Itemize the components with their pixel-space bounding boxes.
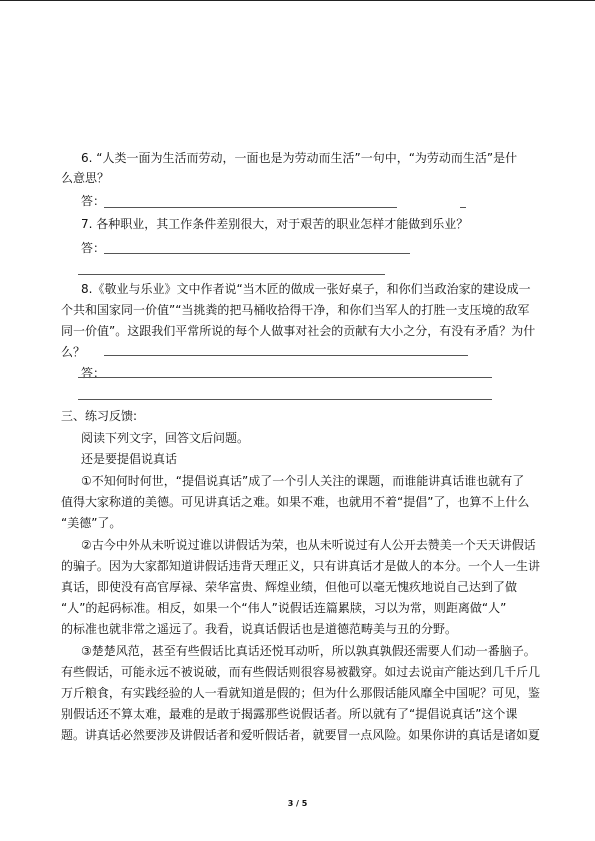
question-8-answer-label: 答： [81, 366, 106, 380]
section-3-heading: 三、练习反馈: [61, 409, 138, 423]
passage-title: 还是要提倡说真话 [81, 452, 178, 466]
answer-blank-q7-line-2[interactable] [78, 274, 385, 275]
passage-p2-line-5: 的标准也就非常之遥远了。我看，说真话假话也是道德范畴美与丑的分野。 [61, 622, 458, 636]
answer-blank-q8-line-3[interactable] [78, 399, 492, 400]
question-8-line-3: 同一价值”。这跟我们平常所说的每个人做事对社会的贡献有大小之分，有没有矛盾？为什 [61, 324, 536, 338]
passage-p3-line-1: ③楚楚风范，甚至有些假话比真话还悦耳动听，所以孰真孰假还需要人们动一番脑子。 [81, 644, 536, 658]
question-8-line-4: 么？ [61, 345, 86, 359]
passage-p3-line-3: 万斤粮食，有实践经验的人一看就知道是假的；但为什么那假话能风靡全中国呢？可见，鉴 [61, 686, 541, 700]
passage-p1-line-1: ①不知何时何世，“提倡说真话”成了一个引人关注的课题，而谁能讲真话谁也就有了 [81, 474, 525, 488]
section-3-instruction: 阅读下列文字，回答文后问题。 [81, 431, 250, 445]
answer-blank-q6-tail [460, 207, 466, 208]
answer-blank-q8-line-1[interactable] [104, 355, 468, 356]
passage-p3-line-2: 有些假话，可能永远不被说破，而有些假话则很容易被戳穿。如过去说亩产能达到几千斤几 [61, 665, 541, 679]
passage-p1-line-2: 值得大家称道的美德。可见讲真话之难。如果不难，也就用不着“提倡”了，也算不上什么 [61, 495, 530, 509]
passage-p1-line-3: “美德”了。 [61, 516, 122, 530]
question-7-answer-label: 答： [81, 241, 106, 255]
passage-p2-line-2: 的骗子。因为大家都知道讲假话违背天理正义，只有讲真话才是做人的本分。一个人一生讲 [61, 559, 541, 573]
page-number: 3 / 5 [287, 799, 308, 808]
question-6-line-2: 么意思？ [61, 171, 110, 185]
question-6-line-1: 6. “人类一面为生活而劳动，一面也是为劳动而生活”一句中，“为劳动而生活”是什 [81, 151, 518, 165]
passage-p2-line-3: 真话，即使没有高官厚禄、荣华富贵、辉煌业绩，但他可以毫无愧疚地说自己达到了做 [61, 580, 518, 594]
answer-blank-q7-line-1[interactable] [104, 253, 410, 254]
question-8-line-1: 8.《敬业与乐业》文中作者说“当木匠的做成一张好桌子，和你们当政治家的建设成一 [81, 282, 531, 296]
passage-p2-line-4: “人”的起码标准。相反，如果一个“伟人”说假话连篇累牍，习以为常，则距离做“人” [61, 601, 507, 615]
answer-blank-q8-line-2[interactable] [78, 377, 492, 378]
passage-p3-line-4: 别假话还不算太难，最难的是敢于揭露那些说假话者。所以就有了“提倡说真话”这个课 [61, 707, 518, 721]
passage-p2-line-1: ②古今中外从未听说过谁以讲假话为荣，也从未听说过有人公开去赞美一个天天讲假话 [81, 538, 536, 552]
question-7-line-1: 7. 各种职业，其工作条件差别很大，对于艰苦的职业怎样才能做到乐业？ [81, 217, 469, 231]
passage-p3-line-5: 题。讲真话必然要涉及讲假话者和爱听假话者，就要冒一点风险。如果你讲的真话是诸如夏 [61, 728, 541, 742]
answer-blank-q6[interactable] [104, 207, 397, 208]
question-8-line-2: 个共和国家同一价值”“当挑粪的把马桶收拾得干净，和你们当军人的打胜一支压境的敌军 [61, 303, 530, 317]
question-6-answer-label: 答： [81, 194, 106, 208]
